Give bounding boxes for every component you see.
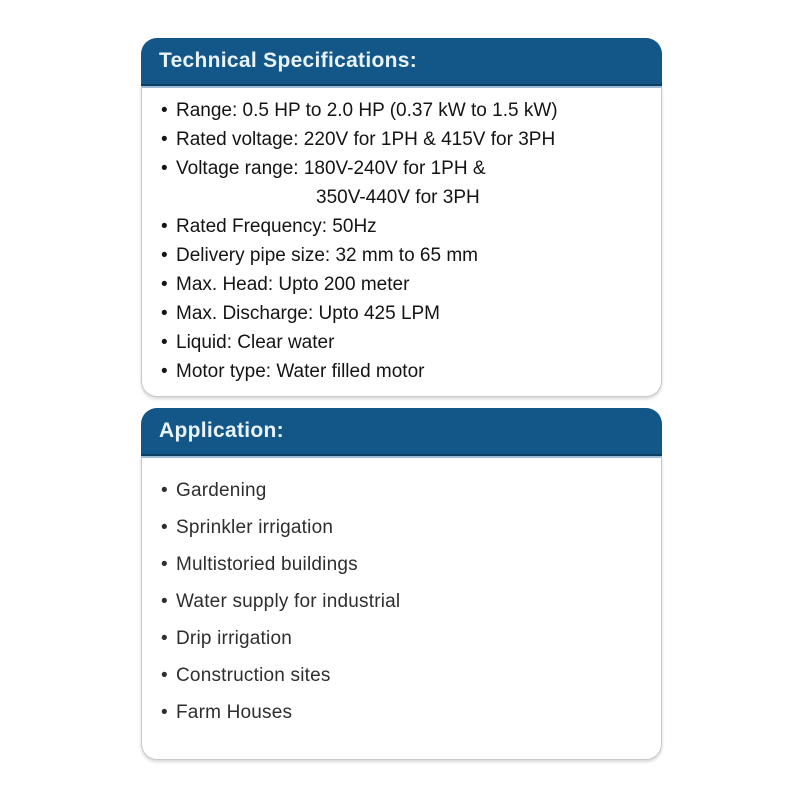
- spec-item-rated-frequency: [142, 212, 643, 241]
- spec-item-text: Voltage range: 180V-240V for 1PH &: [176, 158, 486, 179]
- application-item-text: Water supply for industrial: [176, 591, 401, 612]
- application-item-construction-sites: [142, 657, 643, 694]
- application-item-text: Drip irrigation: [176, 628, 292, 649]
- application-header: [141, 408, 662, 456]
- bullet-icon: •: [161, 665, 168, 686]
- application-list: [142, 472, 643, 731]
- spec-item-text: 350V-440V for 3PH: [316, 187, 480, 208]
- bullet-icon: •: [161, 517, 168, 538]
- bullet-icon: •: [161, 303, 168, 324]
- application-item-text: Farm Houses: [176, 702, 293, 723]
- spec-item-text: Motor type: Water filled motor: [176, 361, 425, 382]
- spec-item-text: Liquid: Clear water: [176, 332, 335, 353]
- technical-specifications-body: [141, 86, 662, 397]
- bullet-icon: •: [161, 158, 168, 179]
- bullet-icon: •: [161, 129, 168, 150]
- application-item-text: Multistoried buildings: [176, 554, 358, 575]
- application-item-text: Sprinkler irrigation: [176, 517, 334, 538]
- application-card: [141, 408, 662, 760]
- spec-item-range: [142, 96, 643, 125]
- bullet-icon: •: [161, 274, 168, 295]
- spec-item-max-head: [142, 270, 643, 299]
- application-item-gardening: [142, 472, 643, 509]
- spec-list: [142, 96, 643, 386]
- application-item-sprinkler-irrigation: [142, 509, 643, 546]
- application-title: Application:: [159, 419, 284, 442]
- spec-item-text: Rated voltage: 220V for 1PH & 415V for 3PH: [176, 129, 556, 150]
- bullet-icon: •: [161, 332, 168, 353]
- spec-item-delivery-pipe-size: [142, 241, 643, 270]
- bullet-icon: •: [161, 591, 168, 612]
- spec-item-text: Rated Frequency: 50Hz: [176, 216, 377, 237]
- spec-item-text: Delivery pipe size: 32 mm to 65 mm: [176, 245, 478, 266]
- bullet-icon: •: [161, 702, 168, 723]
- spec-item-max-discharge: [142, 299, 643, 328]
- bullet-icon: •: [161, 628, 168, 649]
- application-item-drip-irrigation: [142, 620, 643, 657]
- application-item-water-supply: [142, 583, 643, 620]
- spec-item-text: Max. Discharge: Upto 425 LPM: [176, 303, 441, 324]
- spec-item-text: Max. Head: Upto 200 meter: [176, 274, 410, 295]
- bullet-icon: •: [161, 361, 168, 382]
- spec-item-text: Range: 0.5 HP to 2.0 HP (0.37 kW to 1.5 kW): [176, 100, 558, 121]
- bullet-icon: •: [161, 245, 168, 266]
- technical-specifications-card: [141, 38, 662, 397]
- bullet-icon: •: [161, 554, 168, 575]
- spec-item-rated-voltage: [142, 125, 643, 154]
- spec-item-motor-type: [142, 357, 643, 386]
- spec-item-voltage-range-line2: [142, 183, 643, 212]
- spec-item-liquid: [142, 328, 643, 357]
- technical-specifications-header: [141, 38, 662, 86]
- bullet-icon: •: [161, 216, 168, 237]
- bullet-icon: •: [161, 480, 168, 501]
- bullet-icon: •: [161, 100, 168, 121]
- spec-item-voltage-range-line1: [142, 154, 643, 183]
- application-body: [141, 456, 662, 760]
- application-item-text: Construction sites: [176, 665, 331, 686]
- application-item-multistoried-buildings: [142, 546, 643, 583]
- technical-specifications-title: Technical Specifications:: [159, 49, 418, 72]
- application-item-text: Gardening: [176, 480, 267, 501]
- application-item-farm-houses: [142, 694, 643, 731]
